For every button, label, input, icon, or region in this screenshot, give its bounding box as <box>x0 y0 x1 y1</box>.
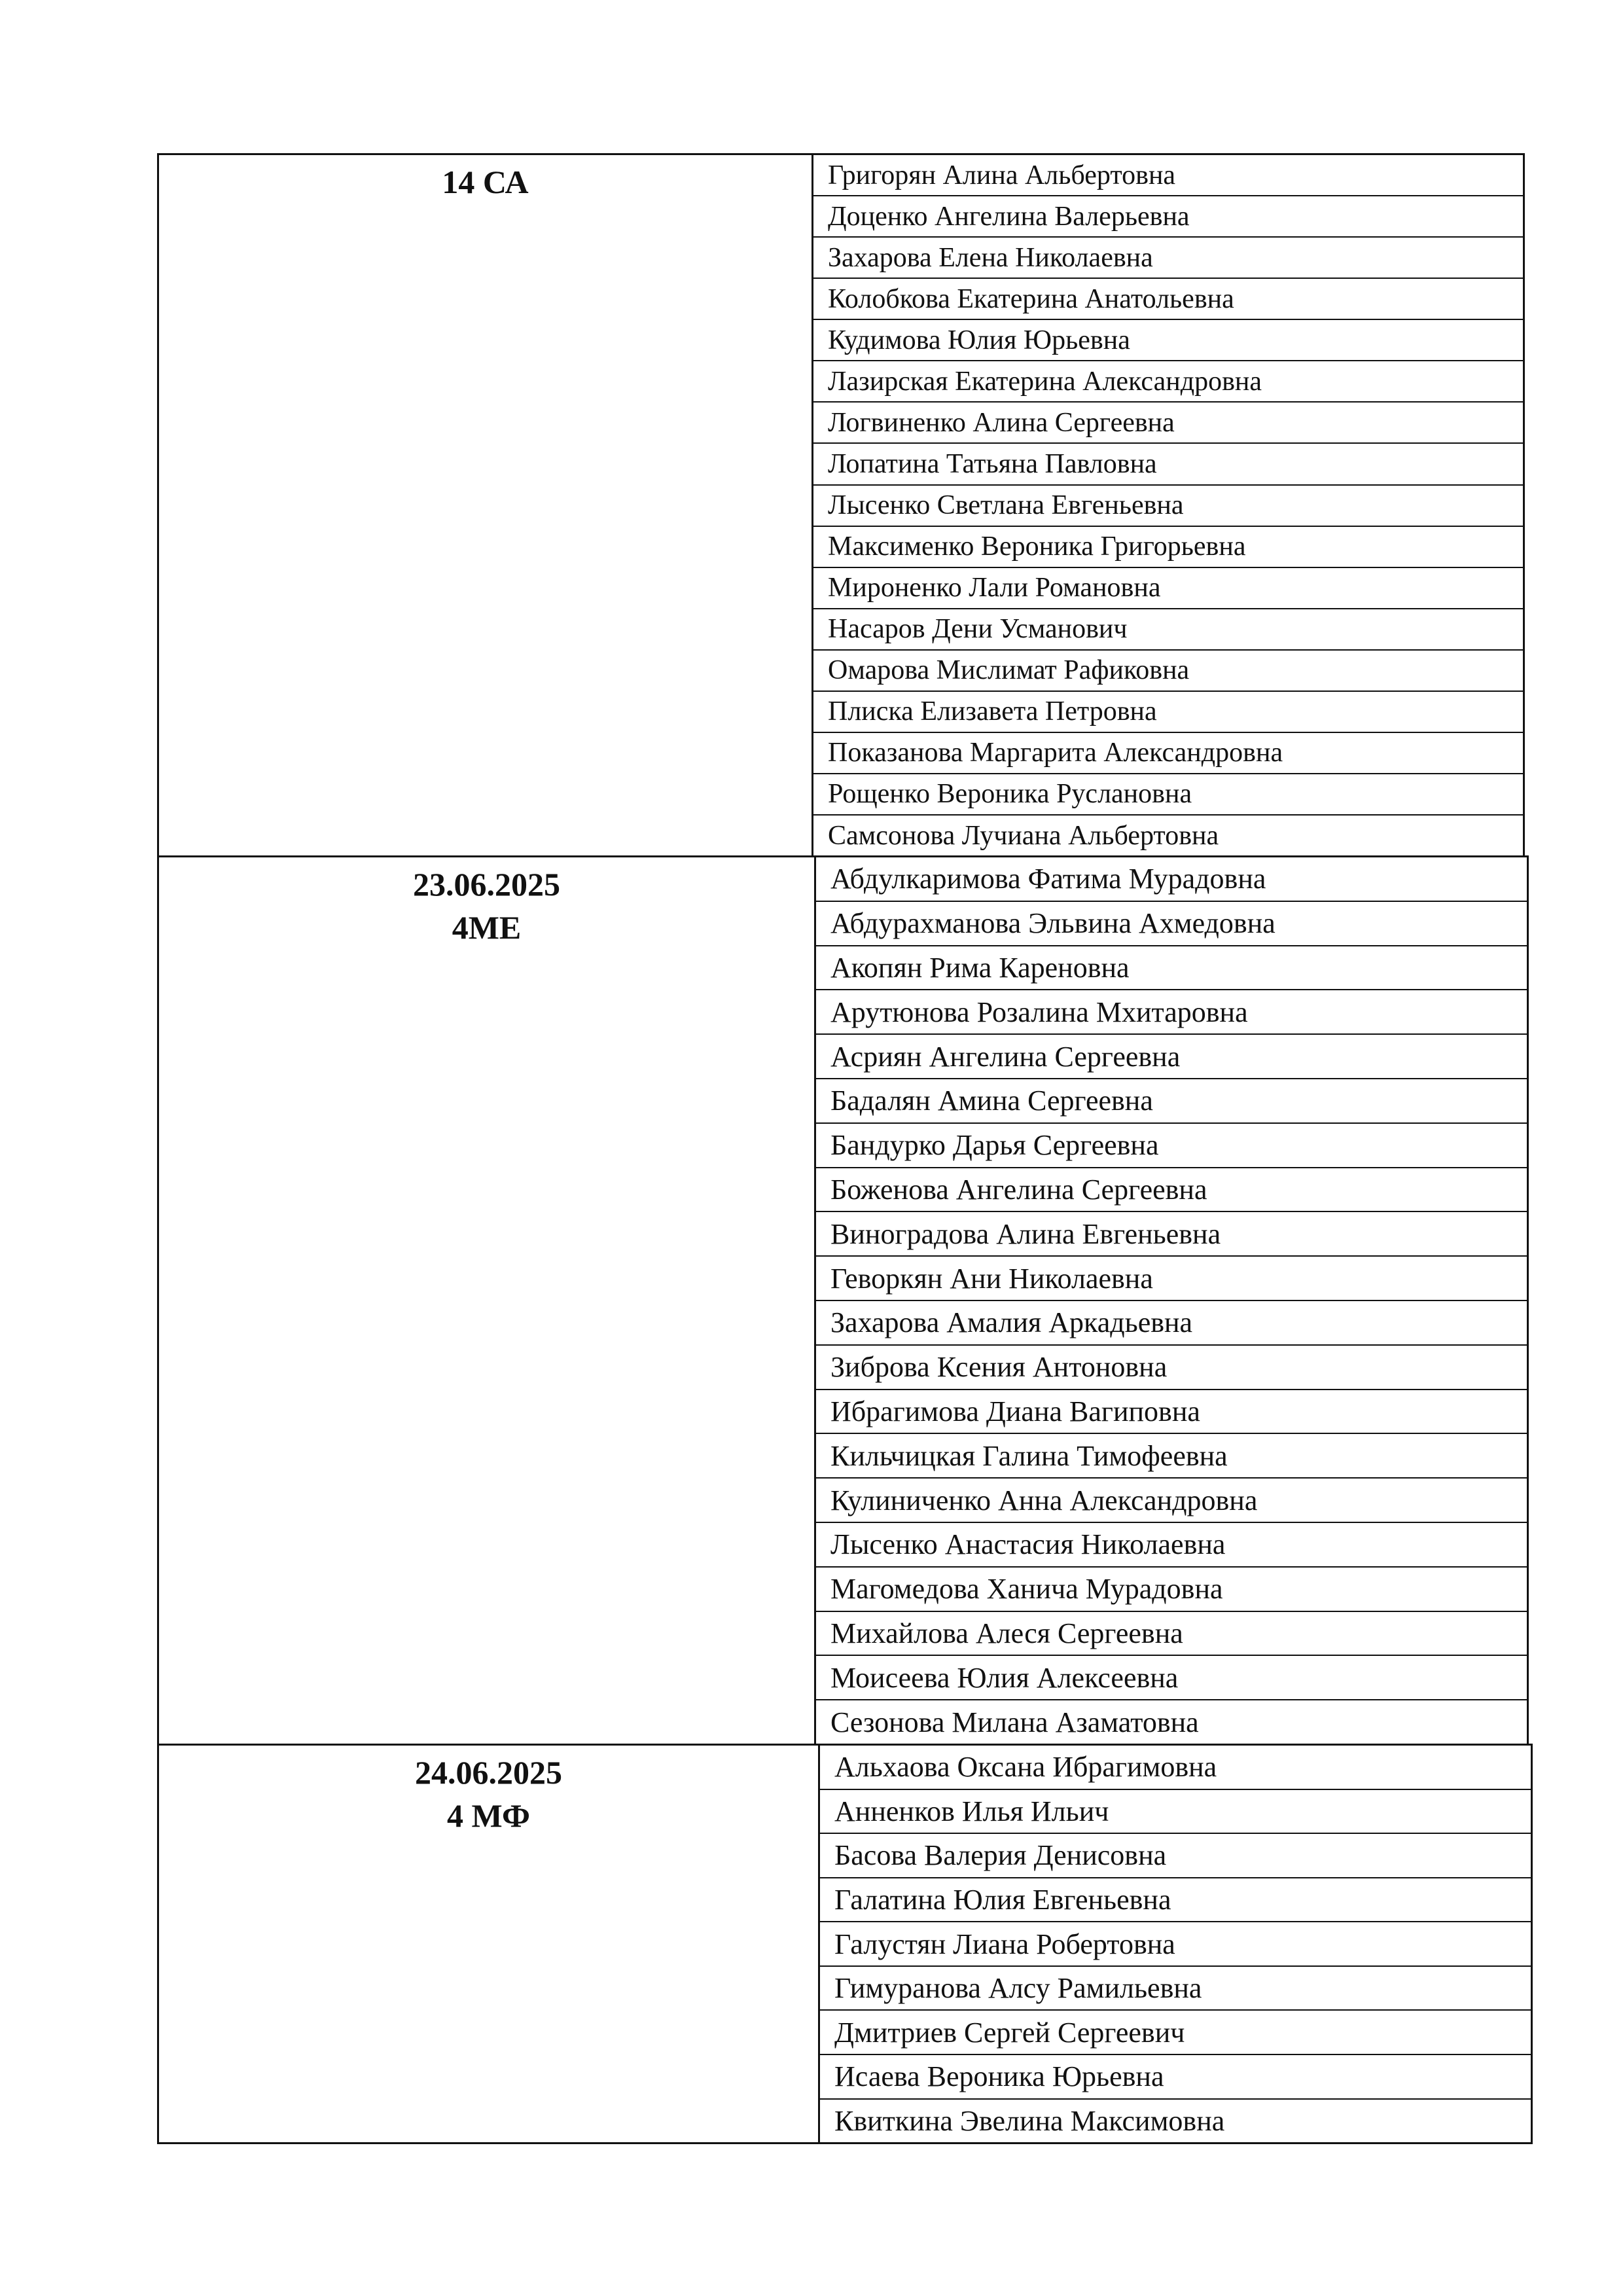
student-row: Рощенко Вероника Руслановна <box>813 774 1523 816</box>
group-code: 14 СА <box>442 164 529 200</box>
group-heading-cell <box>157 1744 818 2144</box>
student-row: Акопян Рима Кареновна <box>816 946 1527 991</box>
student-row: Гимуранова Алсу Рамильевна <box>820 1967 1531 2011</box>
student-row: Галатина Юлия Евгеньевна <box>820 1878 1531 1923</box>
student-row: Колобкова Екатерина Анатольевна <box>813 279 1523 320</box>
student-row: Бандурко Дарья Сергеевна <box>816 1124 1527 1168</box>
student-row: Лопатина Татьяна Павловна <box>813 444 1523 485</box>
student-row: Дмитриев Сергей Сергеевич <box>820 2011 1531 2055</box>
student-row: Исаева Вероника Юрьевна <box>820 2055 1531 2100</box>
student-row: Показанова Маргарита Александровна <box>813 733 1523 774</box>
student-row: Максименко Вероника Григорьевна <box>813 527 1523 568</box>
student-row: Захарова Амалия Аркадьевна <box>816 1301 1527 1346</box>
group-table-4me <box>157 855 1529 1746</box>
student-row: Абдурахманова Эльвина Ахмедовна <box>816 902 1527 946</box>
student-row: Самсонова Лучиана Альбертовна <box>828 820 1219 851</box>
student-row: Сезонова Милана Азаматовна <box>830 1706 1199 1738</box>
student-list <box>812 153 1525 857</box>
student-row: Григорян Алина Альбертовна <box>813 155 1523 196</box>
student-row: Омарова Мислимат Рафиковна <box>813 651 1523 692</box>
exam-date: 24.06.2025 <box>415 1754 562 1791</box>
student-row: Боженова Ангелина Сергеевна <box>816 1168 1527 1213</box>
student-row: Лысенко Анастасия Николаевна <box>816 1523 1527 1568</box>
student-row: Квиткина Эвелина Максимовна <box>834 2104 1225 2137</box>
group-heading-cell <box>157 153 812 857</box>
student-row: Плиска Елизавета Петровна <box>813 692 1523 733</box>
student-row: Кулиниченко Анна Александровна <box>816 1479 1527 1523</box>
student-row: Арутюнова Розалина Мхитаровна <box>816 990 1527 1035</box>
student-row: Михайлова Алеся Сергеевна <box>816 1612 1527 1657</box>
student-row: Анненков Илья Ильич <box>820 1790 1531 1835</box>
student-row: Магомедова Ханича Мурадовна <box>816 1568 1527 1612</box>
group-code: 4МЕ <box>452 909 522 946</box>
student-row: Захарова Елена Николаевна <box>813 238 1523 279</box>
student-list <box>814 855 1529 1746</box>
student-row: Насаров Дени Усманович <box>813 609 1523 651</box>
student-row: Геворкян Ани Николаевна <box>816 1257 1527 1301</box>
student-row: Абдулкаримова Фатима Мурадовна <box>816 857 1527 902</box>
student-row: Альхаова Оксана Ибрагимовна <box>820 1746 1531 1790</box>
student-row: Моисеева Юлия Алексеевна <box>816 1656 1527 1700</box>
student-row: Лазирская Екатерина Александровна <box>813 361 1523 403</box>
exam-date: 23.06.2025 <box>413 866 560 903</box>
student-row: Лысенко Светлана Евгеньевна <box>813 486 1523 527</box>
student-row: Доценко Ангелина Валерьевна <box>813 196 1523 238</box>
group-table-4mf <box>157 1744 1533 2144</box>
group-code: 4 МФ <box>447 1797 530 1834</box>
student-row: Виноградова Алина Евгеньевна <box>816 1212 1527 1257</box>
group-heading-cell <box>157 855 814 1746</box>
student-row: Ибрагимова Диана Вагиповна <box>816 1390 1527 1435</box>
student-row: Бадалян Амина Сергеевна <box>816 1079 1527 1124</box>
student-row: Басова Валерия Денисовна <box>820 1834 1531 1878</box>
student-row: Асриян Ангелина Сергеевна <box>816 1035 1527 1079</box>
student-row: Мироненко Лали Романовна <box>813 568 1523 609</box>
student-row: Логвиненко Алина Сергеевна <box>813 403 1523 444</box>
group-table-14-ca <box>157 153 1525 857</box>
student-row: Кудимова Юлия Юрьевна <box>813 320 1523 361</box>
student-row: Зиброва Ксения Антоновна <box>816 1346 1527 1390</box>
student-row: Кильчицкая Галина Тимофеевна <box>816 1434 1527 1479</box>
student-row: Галустян Лиана Робертовна <box>820 1922 1531 1967</box>
student-list <box>818 1744 1533 2144</box>
